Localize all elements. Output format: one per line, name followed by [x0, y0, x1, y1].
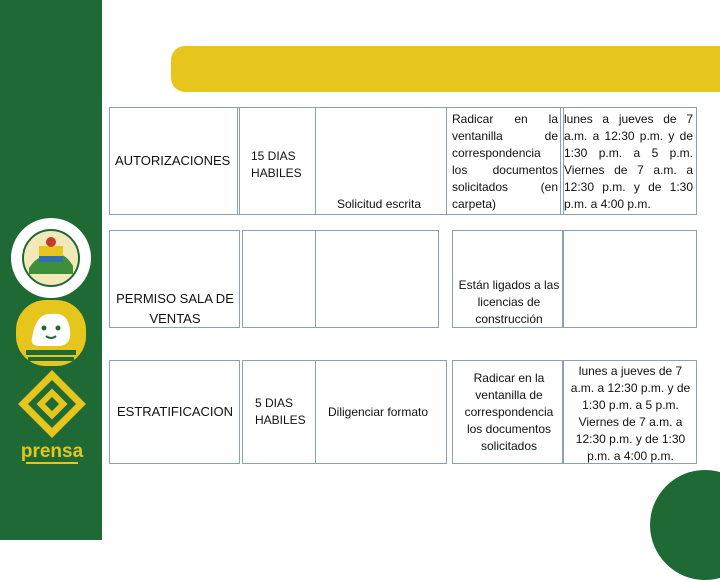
corner-decoration — [650, 470, 720, 580]
cell-procedimiento-1 — [446, 107, 564, 215]
cell-tramite-2 — [109, 230, 240, 328]
cell-requisito-3 — [315, 360, 447, 464]
cell-plazo-3 — [242, 360, 316, 464]
requisito-label: Solicitud escrita — [337, 197, 422, 211]
municipio-seal-logo — [9, 216, 93, 300]
procedimiento-text: Están ligados a las licencias de construcción — [458, 278, 560, 326]
requisito-label: Diligenciar formato — [328, 405, 429, 419]
cell-horario-1 — [560, 107, 697, 215]
tramite-label: PERMISO SALA DE VENTAS — [116, 291, 234, 326]
horario-text: lunes a jueves de 7 a.m. a 12:30 p.m. y de 1:30 p.m. a 5 p.m. Viernes de 7 a.m. a 12:30 p.m. y de 1:30 p.m. a 4:00 p.m. — [564, 112, 693, 211]
tramite-label: ESTRATIFICACION — [117, 404, 234, 419]
cell-plazo-2 — [242, 230, 316, 328]
svg-text:prensa: prensa — [20, 441, 84, 462]
cell-requisito-2 — [315, 230, 439, 328]
cell-requisito-1 — [315, 107, 447, 215]
cell-procedimiento-3 — [452, 360, 564, 464]
plazo-label: 5 DIAS HABILES — [255, 396, 306, 427]
cell-horario-3 — [562, 360, 697, 464]
prensa-logo — [12, 370, 92, 470]
cell-tramite-1 — [109, 107, 240, 215]
procedimiento-text: Radicar en la ventanilla de correspondencia los documentos solicitados — [464, 371, 554, 453]
header-bar — [171, 46, 720, 92]
horario-text: lunes a jueves de 7 a.m. a 12:30 p.m. y de 1:30 p.m. a 5 p.m. Viernes de 7 a.m. a 12:30 p.m. y de 1:30 p.m. a 4:00 p.m. — [570, 364, 691, 463]
tramite-label: AUTORIZACIONES — [115, 153, 231, 168]
cell-procedimiento-2 — [452, 230, 564, 328]
sidebar — [0, 0, 102, 540]
plazo-label: 15 DIAS HABILES — [251, 149, 302, 180]
cell-plazo-1 — [237, 107, 316, 215]
tocancipa-incluyente-logo — [16, 300, 86, 366]
cell-tramite-3 — [109, 360, 240, 464]
cell-horario-2 — [562, 230, 697, 328]
procedimiento-text: Radicar en la ventanilla de correspondencia los documentos solicitados (en carpeta) — [452, 112, 558, 211]
